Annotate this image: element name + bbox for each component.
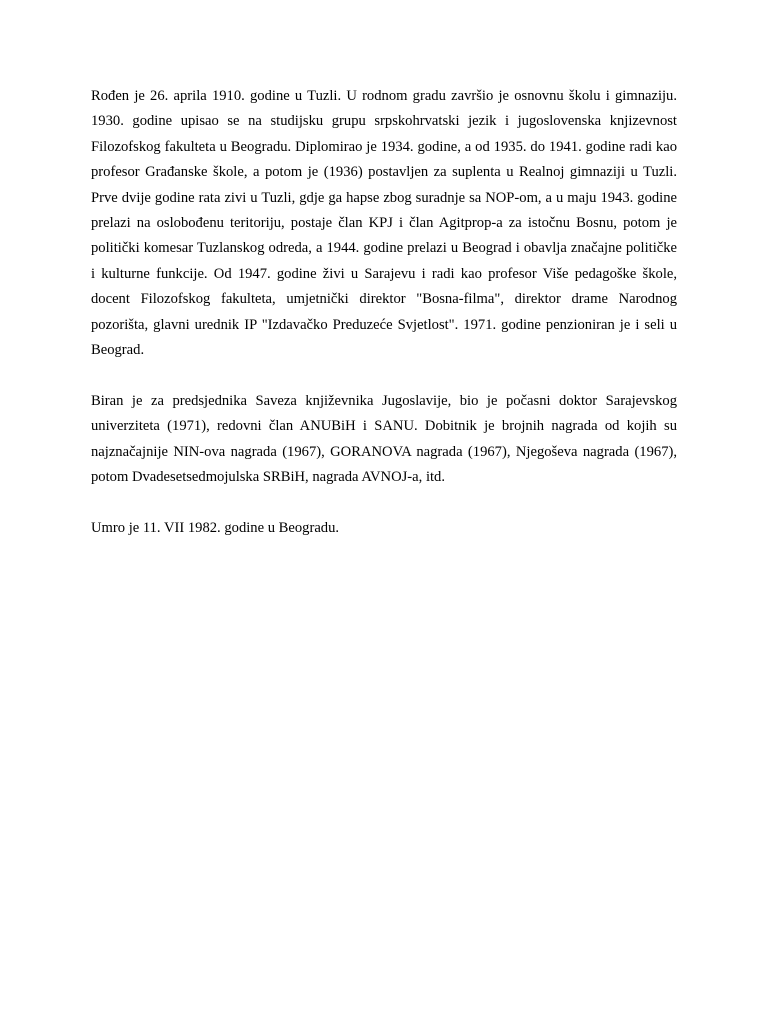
paragraph-biography-early-life: Rođen je 26. aprila 1910. godine u Tuzli. U rodnom gradu završio je osnovnu školu i gimnaziju. 1930. godine upisao se na studijsku grupu srpskohrvatski jezik i jugoslovenska knjizevnost Filozofskog fakulteta u Beogradu. Diplomirao je 1934. godine, a od 1935. do 1941. godine radi kao profesor Građanske škole, a potom je (1936) postavljen za suplenta u Realnoj gimnaziji u Tuzli. Prve dvije godine rata zivi u Tuzli, gdje ga hapse zbog suradnje sa NOP-om, a u maju 1943. godine prelazi na oslobođenu teritoriju, postaje član KPJ i član Agitprop-a za istočnu Bosnu, potom je politički komesar Tuzlanskog odreda, a 1944. godine prelazi u Beograd i obavlja značajne političke i kulturne funkcije. Od 1947. godine živi u Sarajevu i radi kao profesor Više pedagoške škole, docent Filozofskog fakulteta, umjetnički direktor "Bosna-filma", direktor drame Narodnog pozorišta, glavni urednik IP "Izdavačko Preduzeće Svjetlost". 1971. godine penzioniran je i seli u Beograd. (91, 88, 677, 359)
paragraph-death: Umro je 11. VII 1982. godine u Beogradu. (91, 519, 340, 536)
document-body (91, 84, 677, 567)
paragraph-honors-awards: Biran je za predsjednika Saveza književnika Jugoslavije, bio je počasni doktor Sarajevskog univerziteta (1971), redovni član ANUBiH i SANU. Dobitnik je brojnih nagrada od kojih su najznačajnije NIN-ova nagrada (1967), GORANOVA nagrada (1967), Njegoševa nagrada (1967), potom Dvadesetsedmojulska SRBiH, nagrada AVNOJ-a, itd. (91, 392, 677, 486)
